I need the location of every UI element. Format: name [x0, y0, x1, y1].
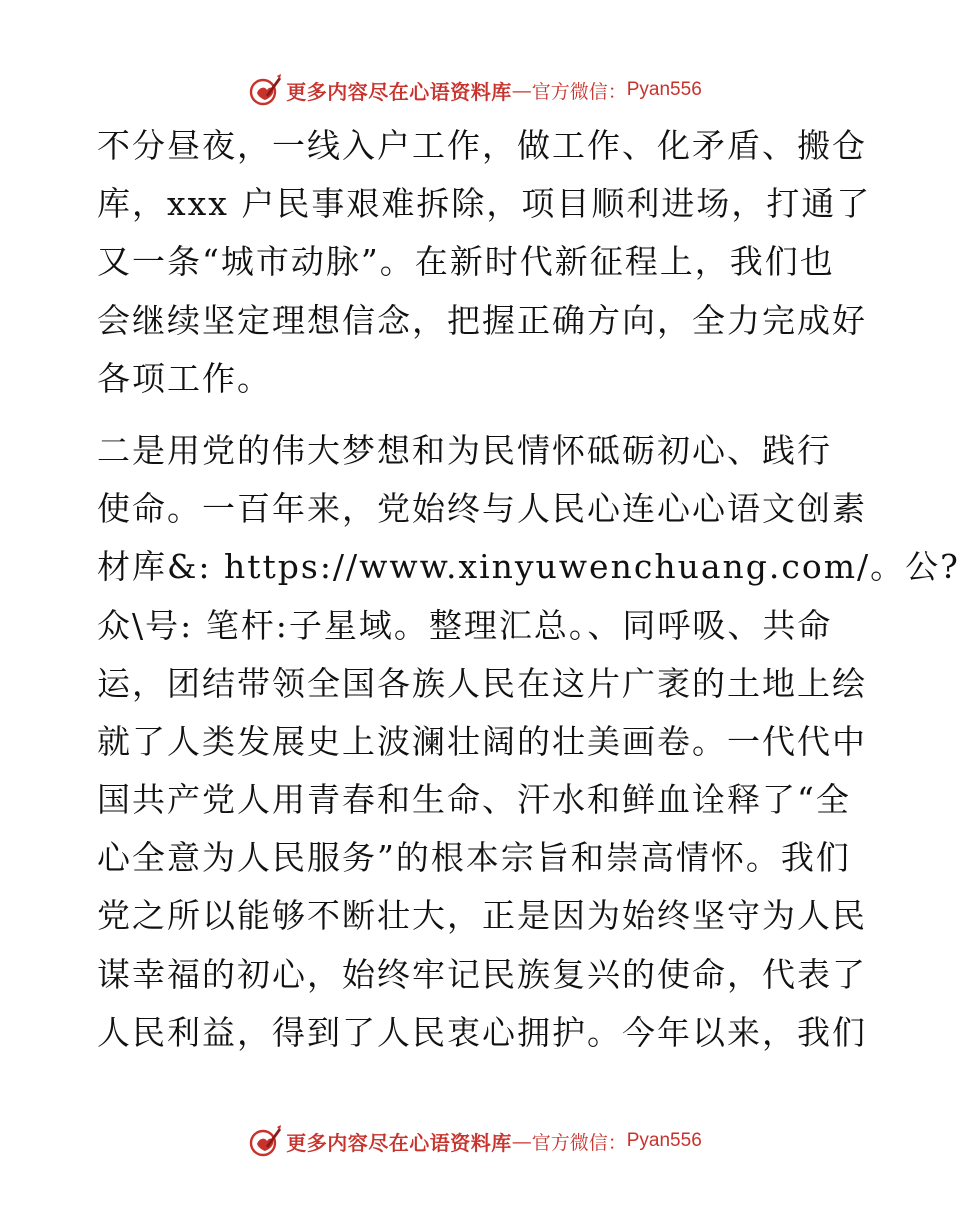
quill-heart-logo-icon: [248, 1124, 282, 1158]
banner-separator: —: [511, 78, 532, 102]
quill-heart-logo-icon: [248, 73, 282, 107]
text-line: 谋幸福的初心，始终牢记民族复兴的使命，代表了: [97, 954, 867, 994]
text-line: 各项工作。: [97, 358, 272, 398]
footer-banner: [0, 1121, 950, 1161]
text-line: 运，团结带领全国各族人民在这片广袤的土地上绘: [97, 663, 867, 703]
text-line: 众\号: 笔杆:子星域。整理汇总。、同呼吸、共命: [97, 605, 833, 645]
text-line: 材库&: https://www.xinyuwenchuang.com/。公?: [97, 547, 960, 587]
text-line: 库，xxx 户民事艰难拆除，项目顺利进场，打通了: [97, 184, 872, 224]
banner-wechat-id: Pyan556: [626, 79, 702, 100]
text-line: 心全意为人民服务”的根本宗旨和崇高情怀。我们: [97, 838, 851, 878]
text-line: 党之所以能够不断壮大，正是因为始终坚守为人民: [97, 896, 867, 936]
banner-wechat-id: Pyan556: [626, 1130, 702, 1151]
text-line: 国共产党人用青春和生命、汗水和鲜血诠释了“全: [97, 780, 851, 820]
banner-slogan: 更多内容尽在心语资料库: [286, 1130, 512, 1155]
banner-slogan: 更多内容尽在心语资料库: [286, 79, 512, 104]
banner-wechat-label: 官方微信：: [531, 80, 627, 103]
banner-wechat-label: 官方微信：: [531, 1131, 627, 1154]
text-line: 又一条“城市动脉”。在新时代新征程上，我们也: [97, 242, 835, 282]
text-line: 人民利益，得到了人民衷心拥护。今年以来，我们: [97, 1012, 867, 1052]
banner-separator: —: [511, 1129, 532, 1153]
text-line: 会继续坚定理想信念，把握正确方向，全力完成好: [97, 300, 867, 340]
header-banner: [0, 70, 950, 110]
text-line: 使命。一百年来，党始终与人民心连心心语文创素: [97, 489, 867, 529]
text-line: 不分昼夜，一线入户工作，做工作、化矛盾、搬仓: [97, 126, 867, 165]
document-body: [97, 117, 960, 1062]
paragraph-gap: [97, 408, 857, 422]
text-line: 二是用党的伟大梦想和为民情怀砥砺初心、践行: [97, 430, 832, 470]
paragraph-2: [97, 422, 960, 1062]
paragraph-1: [97, 117, 872, 408]
text-line: 就了人类发展史上波澜壮阔的壮美画卷。一代代中: [97, 721, 867, 761]
